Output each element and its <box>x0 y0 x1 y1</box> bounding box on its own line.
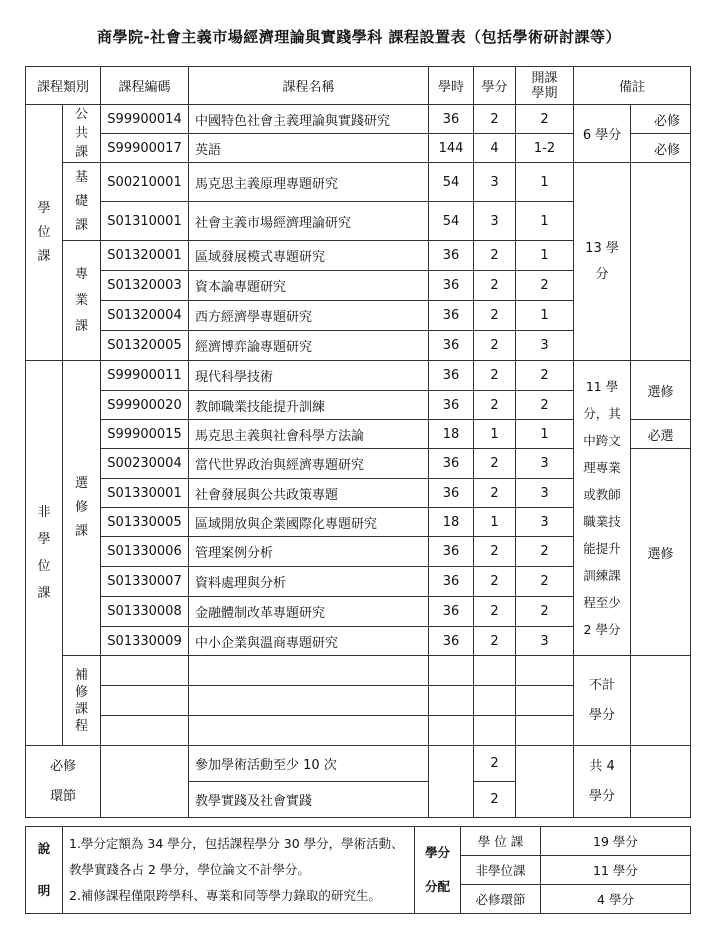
group-elective: 選修課 <box>63 361 101 656</box>
remark-public-credits: 6 學分 <box>574 105 631 163</box>
empty-cell <box>101 746 189 818</box>
empty-cell <box>429 746 474 818</box>
remark-empty <box>631 241 691 361</box>
course-credits: 4 <box>474 134 516 163</box>
remark-required-elective: 必選 <box>631 420 691 449</box>
course-hours: 144 <box>429 134 474 163</box>
header-code: 課程編碼 <box>101 67 189 105</box>
course-term: 1 <box>516 202 574 241</box>
alloc-degree-value: 19 學分 <box>541 827 691 856</box>
empty-cell <box>429 656 474 686</box>
course-code: S01320003 <box>101 271 189 301</box>
course-name: 馬克思主義原理專題研究 <box>189 163 429 202</box>
remark-degree-credits: 13 學分 <box>574 163 631 361</box>
course-credits: 2 <box>474 479 516 508</box>
course-term: 1 <box>516 241 574 271</box>
empty-cell <box>189 656 429 686</box>
group-public: 公共課 <box>63 105 101 163</box>
course-credits: 3 <box>474 202 516 241</box>
alloc-links-value: 4 學分 <box>541 885 691 914</box>
course-code: S99900014 <box>101 105 189 134</box>
group-major: 專業課 <box>63 241 101 361</box>
course-name: 教師職業技能提升訓練 <box>189 391 429 420</box>
empty-cell <box>101 656 189 686</box>
remark-empty <box>631 746 691 818</box>
empty-cell <box>189 686 429 716</box>
course-term: 3 <box>516 627 574 656</box>
course-name: 區域發展模式專題研究 <box>189 241 429 271</box>
remark-required: 必修 <box>631 134 691 163</box>
link-credits: 2 <box>474 782 516 818</box>
course-hours: 36 <box>429 449 474 479</box>
header-hours: 學時 <box>429 67 474 105</box>
course-term: 2 <box>516 271 574 301</box>
course-term: 2 <box>516 391 574 420</box>
course-term: 3 <box>516 508 574 537</box>
course-code: S99900011 <box>101 361 189 391</box>
course-credits: 2 <box>474 105 516 134</box>
remark-elective: 選修 <box>631 361 691 420</box>
course-name: 管理案例分析 <box>189 537 429 567</box>
explain-label: 說明 <box>26 827 63 914</box>
course-hours: 54 <box>429 202 474 241</box>
course-name: 英語 <box>189 134 429 163</box>
empty-cell <box>474 656 516 686</box>
course-code: S01330005 <box>101 508 189 537</box>
link-name: 教學實踐及社會實踐 <box>189 782 429 818</box>
course-credits: 3 <box>474 163 516 202</box>
empty-cell <box>429 686 474 716</box>
course-credits: 2 <box>474 301 516 331</box>
course-hours: 36 <box>429 567 474 597</box>
course-hours: 36 <box>429 479 474 508</box>
link-credits: 2 <box>474 746 516 782</box>
empty-cell <box>516 716 574 746</box>
course-credits: 2 <box>474 449 516 479</box>
course-name: 區域開放與企業國際化專題研究 <box>189 508 429 537</box>
course-code: S00210001 <box>101 163 189 202</box>
remark-elective-credits: 11 學分，其中跨文理專業或教師職業技能提升訓練課程至少 2 學分 <box>574 361 631 656</box>
note-1: 1.學分定額為 34 學分，包括課程學分 30 學分，學術活動、教學實踐各占 2 學分，學位論文不計學分。 <box>69 836 404 877</box>
remark-required: 必修 <box>631 105 691 134</box>
course-hours: 36 <box>429 537 474 567</box>
note-2: 2.補修課程僅限跨學科、專業和同等學力錄取的研究生。 <box>69 888 381 903</box>
course-term: 1 <box>516 301 574 331</box>
empty-cell <box>474 686 516 716</box>
course-credits: 2 <box>474 331 516 361</box>
course-name: 中國特色社會主義理論與實踐研究 <box>189 105 429 134</box>
course-credits: 2 <box>474 537 516 567</box>
course-term: 2 <box>516 597 574 627</box>
course-hours: 36 <box>429 597 474 627</box>
page-title: 商學院-社會主義市場經濟理論與實踐學科 課程設置表（包括學術研討課等） <box>97 28 621 46</box>
course-credits: 2 <box>474 271 516 301</box>
course-term: 3 <box>516 449 574 479</box>
course-code: S01320001 <box>101 241 189 271</box>
header-credits: 學分 <box>474 67 516 105</box>
course-term: 2 <box>516 105 574 134</box>
course-hours: 36 <box>429 361 474 391</box>
empty-cell <box>101 686 189 716</box>
course-hours: 36 <box>429 331 474 361</box>
course-term: 2 <box>516 537 574 567</box>
course-hours: 36 <box>429 271 474 301</box>
table-row <box>26 105 691 134</box>
course-hours: 36 <box>429 105 474 134</box>
course-term: 1 <box>516 163 574 202</box>
group-required-links: 必修環節 <box>26 746 101 818</box>
course-code: S01330006 <box>101 537 189 567</box>
course-code: S99900020 <box>101 391 189 420</box>
course-name: 資本論專題研究 <box>189 271 429 301</box>
course-name: 中小企業與溫商專題研究 <box>189 627 429 656</box>
course-code: S01330007 <box>101 567 189 597</box>
empty-cell <box>101 716 189 746</box>
course-code: S01310001 <box>101 202 189 241</box>
course-name: 金融體制改革專題研究 <box>189 597 429 627</box>
alloc-label: 學分分配 <box>415 827 461 914</box>
alloc-non-degree-value: 11 學分 <box>541 856 691 885</box>
course-name: 資料處理與分析 <box>189 567 429 597</box>
empty-cell <box>429 716 474 746</box>
course-name: 現代科學技術 <box>189 361 429 391</box>
table-row <box>26 361 691 391</box>
course-hours: 36 <box>429 627 474 656</box>
explain-notes <box>63 827 415 914</box>
remark-elective: 選修 <box>631 449 691 656</box>
course-term: 1-2 <box>516 134 574 163</box>
course-credits: 2 <box>474 391 516 420</box>
group-degree: 學位課 <box>26 105 63 361</box>
course-term: 1 <box>516 420 574 449</box>
table-header <box>26 67 691 105</box>
course-code: S99900017 <box>101 134 189 163</box>
remark-empty <box>631 163 691 241</box>
course-credits: 2 <box>474 627 516 656</box>
course-credits: 1 <box>474 508 516 537</box>
course-hours: 36 <box>429 301 474 331</box>
course-hours: 36 <box>429 241 474 271</box>
empty-cell <box>516 686 574 716</box>
course-code: S01320005 <box>101 331 189 361</box>
course-term: 3 <box>516 331 574 361</box>
alloc-non-degree-label: 非學位課 <box>461 856 541 885</box>
group-basic: 基礎課 <box>63 163 101 241</box>
group-remedial: 補修課程 <box>63 656 101 746</box>
alloc-degree-label: 學 位 課 <box>461 827 541 856</box>
course-code: S01320004 <box>101 301 189 331</box>
course-name: 當代世界政治與經濟專題研究 <box>189 449 429 479</box>
table-row <box>26 746 691 782</box>
course-table <box>25 66 691 818</box>
table-row <box>26 163 691 202</box>
course-term: 2 <box>516 361 574 391</box>
remark-links-credits: 共 4 學分 <box>574 746 631 818</box>
course-term: 2 <box>516 567 574 597</box>
course-name: 經濟博弈論專題研究 <box>189 331 429 361</box>
course-term: 3 <box>516 479 574 508</box>
course-credits: 1 <box>474 420 516 449</box>
link-name: 參加學術活動至少 10 次 <box>189 746 429 782</box>
course-hours: 54 <box>429 163 474 202</box>
header-category: 課程類別 <box>26 67 101 105</box>
table-row <box>26 656 691 686</box>
course-hours: 18 <box>429 508 474 537</box>
empty-cell <box>189 716 429 746</box>
remark-empty <box>631 656 691 746</box>
header-term: 開課學期 <box>516 67 574 105</box>
empty-cell <box>516 746 574 818</box>
course-code: S01330001 <box>101 479 189 508</box>
course-code: S99900015 <box>101 420 189 449</box>
remark-no-credit: 不計學分 <box>574 656 631 746</box>
course-name: 馬克思主義與社會科學方法論 <box>189 420 429 449</box>
header-name: 課程名稱 <box>189 67 429 105</box>
course-hours: 36 <box>429 391 474 420</box>
course-code: S01330009 <box>101 627 189 656</box>
alloc-links-label: 必修環節 <box>461 885 541 914</box>
course-credits: 2 <box>474 597 516 627</box>
group-non-degree: 非學位課 <box>26 361 63 746</box>
course-code: S00230004 <box>101 449 189 479</box>
course-hours: 18 <box>429 420 474 449</box>
course-name: 社會主義市場經濟理論研究 <box>189 202 429 241</box>
course-credits: 2 <box>474 241 516 271</box>
header-remarks: 備註 <box>574 67 691 105</box>
empty-cell <box>516 656 574 686</box>
course-credits: 2 <box>474 361 516 391</box>
course-name: 社會發展與公共政策專題 <box>189 479 429 508</box>
footer-table <box>25 826 691 914</box>
course-name: 西方經濟學專題研究 <box>189 301 429 331</box>
empty-cell <box>474 716 516 746</box>
course-code: S01330008 <box>101 597 189 627</box>
course-credits: 2 <box>474 567 516 597</box>
